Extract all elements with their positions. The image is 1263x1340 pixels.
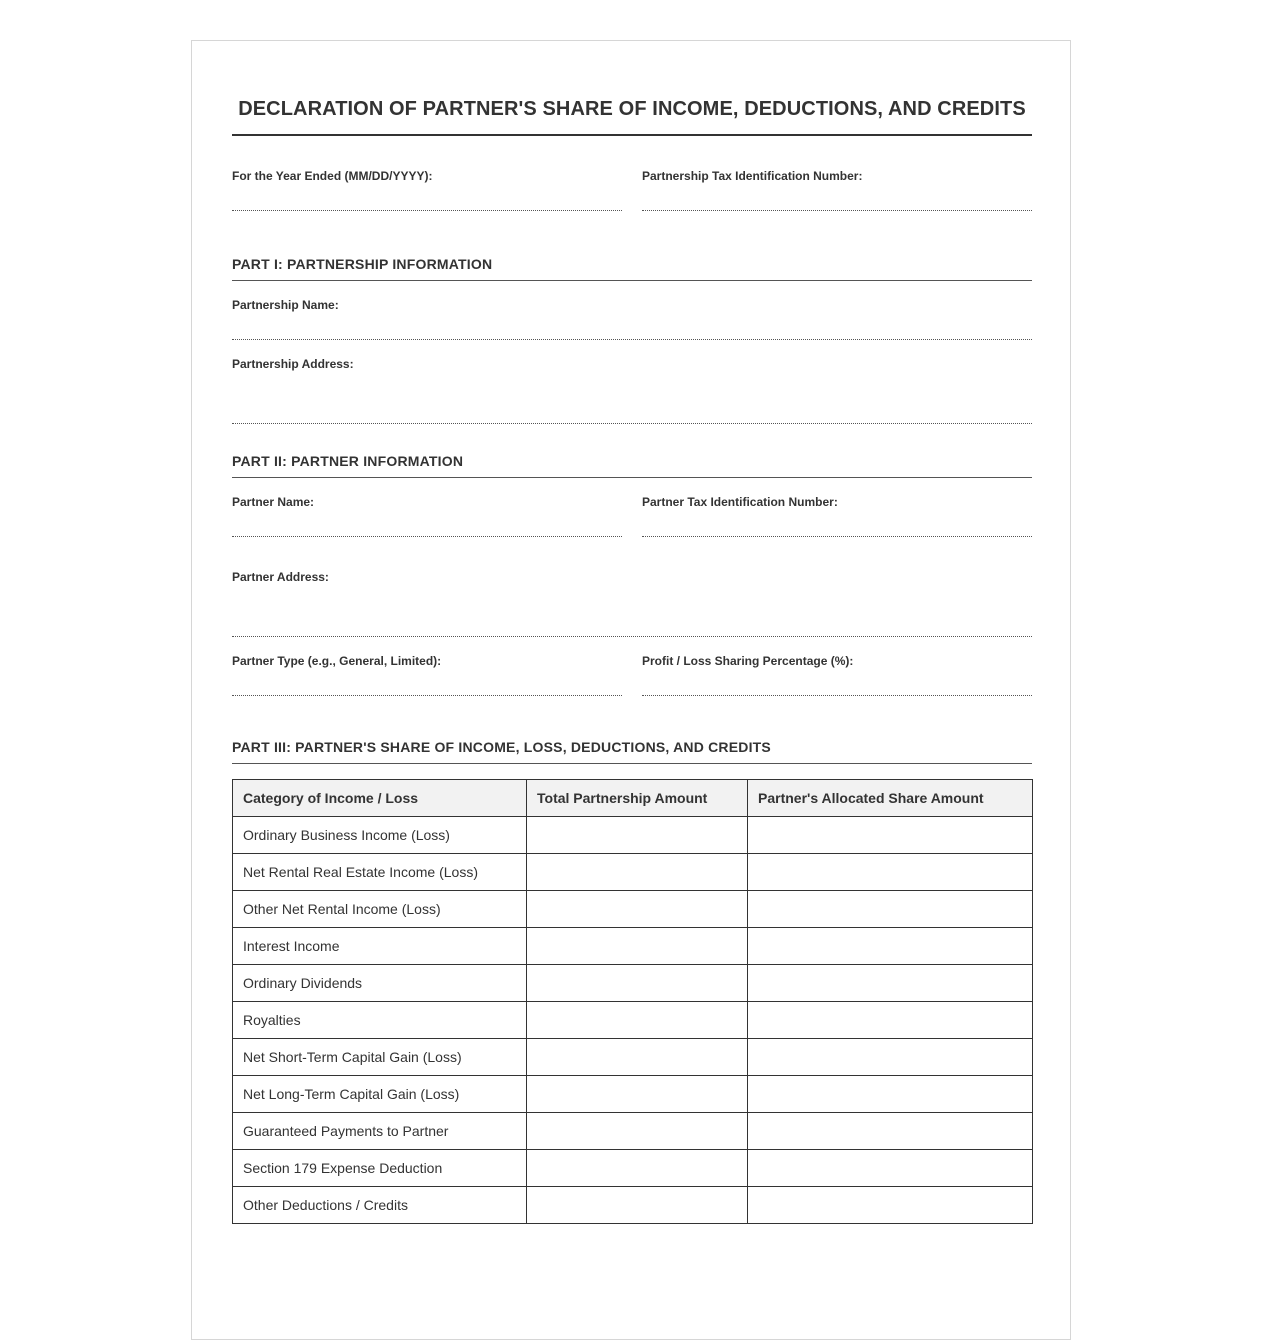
partner-name-row [232,495,1032,537]
total-amount-cell[interactable] [527,1150,748,1187]
partnership-tin-input[interactable] [642,183,1032,211]
share-amount-cell[interactable] [748,854,1033,891]
share-amount-cell[interactable] [748,965,1033,1002]
partnership-name-field [232,298,1032,340]
table-row [233,928,1033,965]
header-fields-row [232,169,1032,211]
partnership-name-label: Partnership Name: [232,298,339,312]
part3-title: PART III: PARTNER'S SHARE OF INCOME, LOSS, DEDUCTIONS, AND CREDITS [232,739,1032,764]
partner-type-row [232,654,1032,696]
partner-name-label: Partner Name: [232,495,315,509]
total-amount-cell[interactable] [527,1039,748,1076]
table-row [233,1002,1033,1039]
table-row [233,854,1033,891]
document-title: DECLARATION OF PARTNER'S SHARE OF INCOME, DEDUCTIONS, AND CREDITS [232,41,1032,136]
total-amount-cell[interactable] [527,965,748,1002]
partner-tin-field [642,495,1032,537]
row-category: Royalties [233,1002,527,1039]
partnership-address-field [232,357,1032,424]
partner-tin-label: Partner Tax Identification Number: [642,495,838,509]
partner-address-field [232,570,1032,637]
partner-tin-input[interactable] [642,509,1032,537]
row-category: Ordinary Business Income (Loss) [233,817,527,854]
share-amount-cell[interactable] [748,928,1033,965]
sharing-percentage-field [642,654,1032,696]
partner-type-input[interactable] [232,668,622,696]
row-category: Section 179 Expense Deduction [233,1150,527,1187]
table-row [233,1113,1033,1150]
share-amount-cell[interactable] [748,1113,1033,1150]
share-amount-cell[interactable] [748,1002,1033,1039]
year-ended-label: For the Year Ended (MM/DD/YYYY): [232,169,433,183]
partnership-name-input[interactable] [232,312,1032,340]
partnership-tin-label: Partnership Tax Identification Number: [642,169,863,183]
partner-type-field [232,654,622,696]
total-amount-cell[interactable] [527,1076,748,1113]
table-row [233,965,1033,1002]
row-category: Net Short-Term Capital Gain (Loss) [233,1039,527,1076]
row-category: Ordinary Dividends [233,965,527,1002]
table-header-row [233,780,1033,817]
total-amount-cell[interactable] [527,817,748,854]
partnership-tin-field [642,169,1032,211]
year-ended-field [232,169,622,211]
share-amount-cell[interactable] [748,1150,1033,1187]
share-amount-cell[interactable] [748,1076,1033,1113]
table-row [233,1076,1033,1113]
share-amount-cell[interactable] [748,1039,1033,1076]
share-table [232,779,1033,1224]
table-row [233,817,1033,854]
table-row [233,1187,1033,1224]
partnership-address-input[interactable] [232,371,1032,424]
column-header-total: Total Partnership Amount [527,780,748,817]
total-amount-cell[interactable] [527,854,748,891]
row-category: Other Deductions / Credits [233,1187,527,1224]
part2-title: PART II: PARTNER INFORMATION [232,453,1032,478]
year-ended-input[interactable] [232,183,622,211]
sharing-percentage-input[interactable] [642,668,1032,696]
table-row [233,1150,1033,1187]
partner-address-label: Partner Address: [232,570,329,584]
sharing-percentage-label: Profit / Loss Sharing Percentage (%): [642,654,854,668]
share-amount-cell[interactable] [748,817,1033,854]
row-category: Net Long-Term Capital Gain (Loss) [233,1076,527,1113]
share-amount-cell[interactable] [748,1187,1033,1224]
row-category: Net Rental Real Estate Income (Loss) [233,854,527,891]
row-category: Interest Income [233,928,527,965]
form-page [191,40,1071,1340]
table-row [233,891,1033,928]
total-amount-cell[interactable] [527,1113,748,1150]
form-content [232,41,1032,1224]
partnership-address-label: Partnership Address: [232,357,354,371]
total-amount-cell[interactable] [527,1002,748,1039]
row-category: Other Net Rental Income (Loss) [233,891,527,928]
total-amount-cell[interactable] [527,928,748,965]
partner-type-label: Partner Type (e.g., General, Limited): [232,654,442,668]
share-amount-cell[interactable] [748,891,1033,928]
total-amount-cell[interactable] [527,891,748,928]
column-header-share: Partner's Allocated Share Amount [748,780,1033,817]
partner-name-input[interactable] [232,509,622,537]
partner-address-input[interactable] [232,584,1032,637]
table-row [233,1039,1033,1076]
total-amount-cell[interactable] [527,1187,748,1224]
partner-name-field [232,495,622,537]
row-category: Guaranteed Payments to Partner [233,1113,527,1150]
part1-title: PART I: PARTNERSHIP INFORMATION [232,256,1032,281]
column-header-category: Category of Income / Loss [233,780,527,817]
